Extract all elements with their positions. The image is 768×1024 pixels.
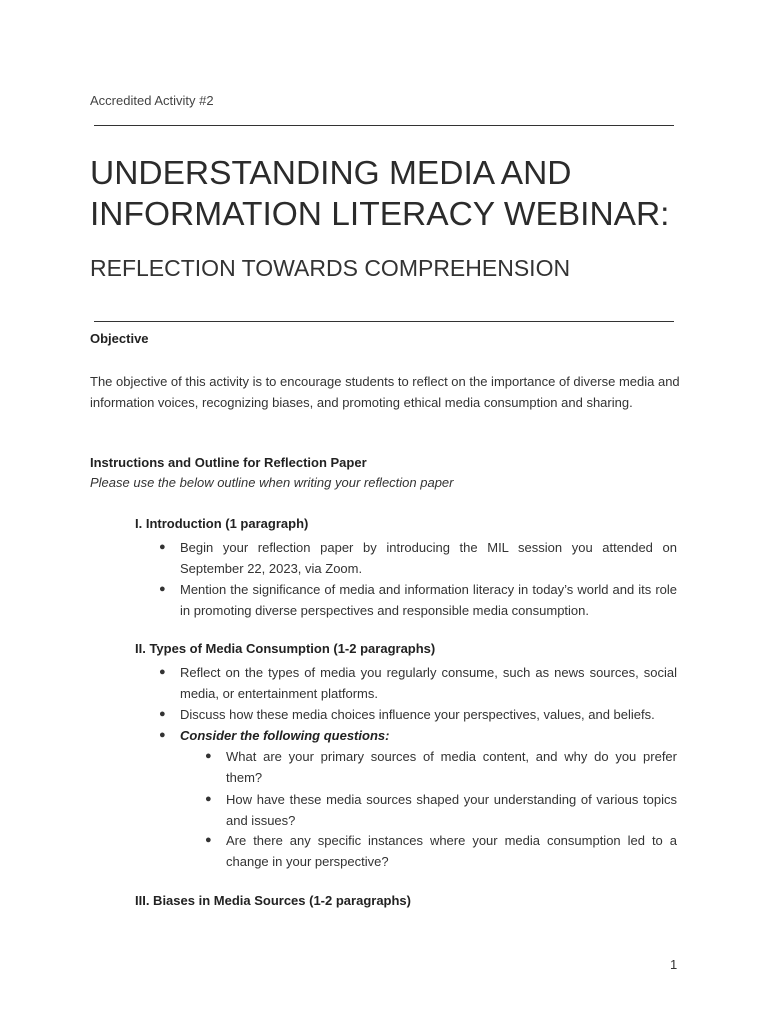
list-item-text: Are there any specific instances where your media consumption led to a change in your perspective?	[226, 833, 677, 869]
page-number: 1	[670, 957, 678, 972]
document-subtitle: REFLECTION TOWARDS COMPREHENSION	[90, 255, 571, 281]
list-item-text: What are your primary sources of media content, and why do you prefer them?	[226, 749, 677, 785]
outline-section-biases: III. Biases in Media Sources (1-2 paragraphs)	[135, 893, 411, 908]
document-title: UNDERSTANDING MEDIA AND INFORMATION LITERACY WEBINAR:	[90, 155, 670, 233]
list-item	[205, 746, 677, 788]
list-item	[205, 789, 677, 831]
objective-text: The objective of this activity is to encourage students to reflect on the importance of diverse media and information voices, recognizing biases, and promoting ethical media consumption and sharing.	[90, 374, 680, 410]
bullet-icon: ●	[205, 793, 212, 805]
objective-heading: Objective	[90, 331, 149, 346]
list-item-text: Begin your reflection paper by introducing the MIL session you attended on September 22, 2023, via Zoom.	[180, 540, 677, 576]
outline-section-introduction: I. Introduction (1 paragraph)	[135, 516, 309, 531]
list-item-text: Consider the following questions:	[180, 728, 390, 743]
list-item-text: Discuss how these media choices influence your perspectives, values, and beliefs.	[180, 707, 655, 722]
list-item	[159, 579, 677, 621]
top-divider	[94, 125, 674, 126]
list-item	[159, 662, 677, 704]
bullet-icon: ●	[159, 729, 166, 741]
list-item-text: Mention the significance of media and information literacy in today’s world and its role in promoting diverse perspectives and responsible media consumption.	[180, 582, 677, 618]
outline-section-media-consumption: II. Types of Media Consumption (1-2 paragraphs)	[135, 641, 436, 656]
list-item	[159, 704, 677, 725]
list-item-text: Reflect on the types of media you regularly consume, such as news sources, social media, or entertainment platforms.	[180, 665, 677, 701]
activity-label: Accredited Activity #2	[90, 93, 214, 108]
bullet-icon: ●	[159, 583, 166, 595]
bullet-icon: ●	[159, 666, 166, 678]
bullet-icon: ●	[159, 708, 166, 720]
instructions-heading: Instructions and Outline for Reflection Paper	[90, 455, 367, 470]
instructions-subheading: Please use the below outline when writing your reflection paper	[90, 475, 454, 490]
list-item-text: How have these media sources shaped your understanding of various topics and issues?	[226, 792, 677, 828]
list-item	[159, 537, 677, 579]
bullet-icon: ●	[205, 750, 212, 762]
bullet-icon: ●	[205, 834, 212, 846]
list-item	[205, 830, 677, 872]
list-item	[159, 725, 677, 746]
bullet-icon: ●	[159, 541, 166, 553]
title-divider	[94, 321, 674, 322]
